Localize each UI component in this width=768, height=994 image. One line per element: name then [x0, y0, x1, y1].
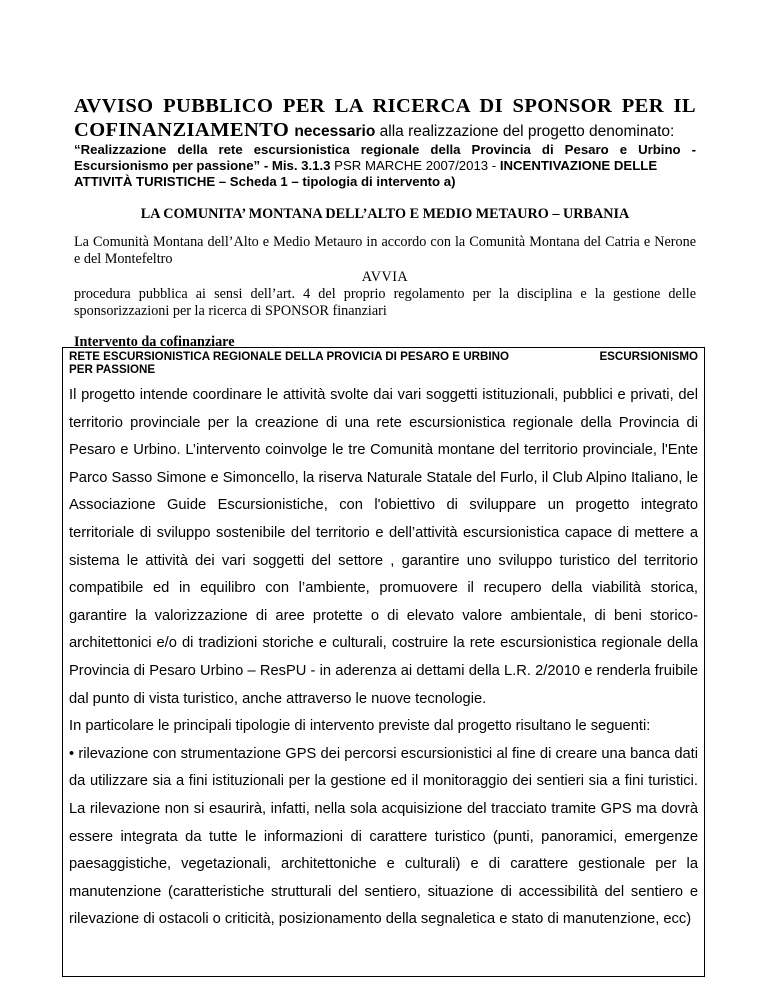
subtitle-line2-normal: PSR MARCHE 2007/2013 - [330, 158, 500, 173]
subtitle-line2-bold2: INCENTIVAZIONE DELLE [499, 158, 658, 173]
box-paragraph-3: • rilevazione con strumentazione GPS dei percorsi escursionistici al fine di creare una banca dati da utilizzare sia a fini istituzionali per la gestione ed il monitoraggio dei sentieri sia a fini turistici. La rilevazione non si esaurirà, infatti, nella sola acquisizione del tracciato tramite GPS ma dovrà essere integrata da tutte le informazioni di carattere turistico (punti, panoramici, emergenze paesaggistiche, vegetazionali, architettoniche e culturali) e di carattere gestionale per la manutenzione (caratteristiche strutturali del sentiero, situazione di accessibilità del sentiero e rilevazione di ostacoli o criticità, posizionamento della segnaletica e stato di manutenzione, ecc) [69, 745, 698, 928]
document-title: AVVISO PUBBLICO PER LA RICERCA DI SPONSOR PER IL [74, 95, 696, 117]
title-necessario: necessario [294, 123, 376, 140]
title-line2-rest: alla realizzazione del progetto denominato: [375, 123, 675, 140]
title-cofinanziamento: COFINANZIAMENTO [74, 119, 290, 141]
box-paragraph-2: In particolare le principali tipologie di intervento previste dal progetto risultano le seguenti: [69, 718, 651, 735]
box-title-line1 [69, 350, 698, 363]
box-title-part1: RETE ESCURSIONISTICA REGIONALE DELLA PROVICIA DI PESARO E URBINO [69, 350, 509, 363]
document-subtitle [74, 142, 696, 190]
document-title-line2 [74, 118, 696, 144]
box-body [69, 382, 698, 934]
subtitle-line1: “Realizzazione della rete escursionistica regionale della Provincia di Pesaro e Urbino - [74, 142, 696, 157]
subtitle-line2-bold: Escursionismo per passione” - Mis. 3.1.3 [74, 158, 331, 173]
intervento-label: Intervento da cofinanziare [74, 334, 235, 350]
title-line2-text [294, 123, 674, 140]
subtitle-line2 [74, 158, 696, 174]
box-paragraph-1: Il progetto intende coordinare le attività svolte dai vari soggetti istituzionali, pubblici e privati, del territorio provinciale per la creazione di una rete escursionistica regionale della Provincia di Pesaro e Urbino. L’intervento coinvolge le tre Comunità montane del territorio provinciale, l'Ente Parco Sasso Simone e Simoncello, la riserva Naturale Statale del Furlo, il Club Alpino Italiano, le Associazione Guide Escursionistiche, con l'obiettivo di sviluppare un progetto integrato territoriale di sviluppo sostenibile del territorio e dell’attività escursionistica capace di mettere a sistema le attività dei vari soggetti del settore , garantire uno sviluppo turistico del territorio compatibile ed in equilibro con l’ambiente, promuovere il recupero della viabilità storica, garantire la valorizzazione di aree protette o di elevato valore ambientale, di beni storico-architettonici e/o di tradizioni storiche e culturali, costruire la rete escursionistica regionale della Provincia di Pesaro Urbino – ResPU - in aderenza ai dettami della L.R. 2/2010 e renderla fruibile dal punto di vista turistico, anche attraverso le nuove tecnologie. [69, 387, 698, 707]
intro-paragraph: La Comunità Montana dell’Alto e Medio Metauro in accordo con la Comunità Montana del Catria e Nerone e del Montefeltro [74, 234, 696, 267]
avvia-label: AVVIA [361, 269, 409, 285]
intervento-box [62, 347, 705, 977]
box-title [69, 350, 698, 376]
section-heading: LA COMUNITA’ MONTANA DELL’ALTO E MEDIO METAURO – URBANIA [140, 206, 630, 222]
procedura-paragraph: procedura pubblica ai sensi dell’art. 4 del proprio regolamento per la disciplina e la gestione delle sponsorizzazioni per la ricerca di SPONSOR finanziari [74, 286, 696, 319]
box-title-line2: PER PASSIONE [69, 363, 156, 376]
subtitle-line3: ATTIVITÀ TURISTICHE – Scheda 1 – tipologia di intervento a) [74, 174, 456, 189]
box-title-part2: ESCURSIONISMO [599, 350, 698, 363]
